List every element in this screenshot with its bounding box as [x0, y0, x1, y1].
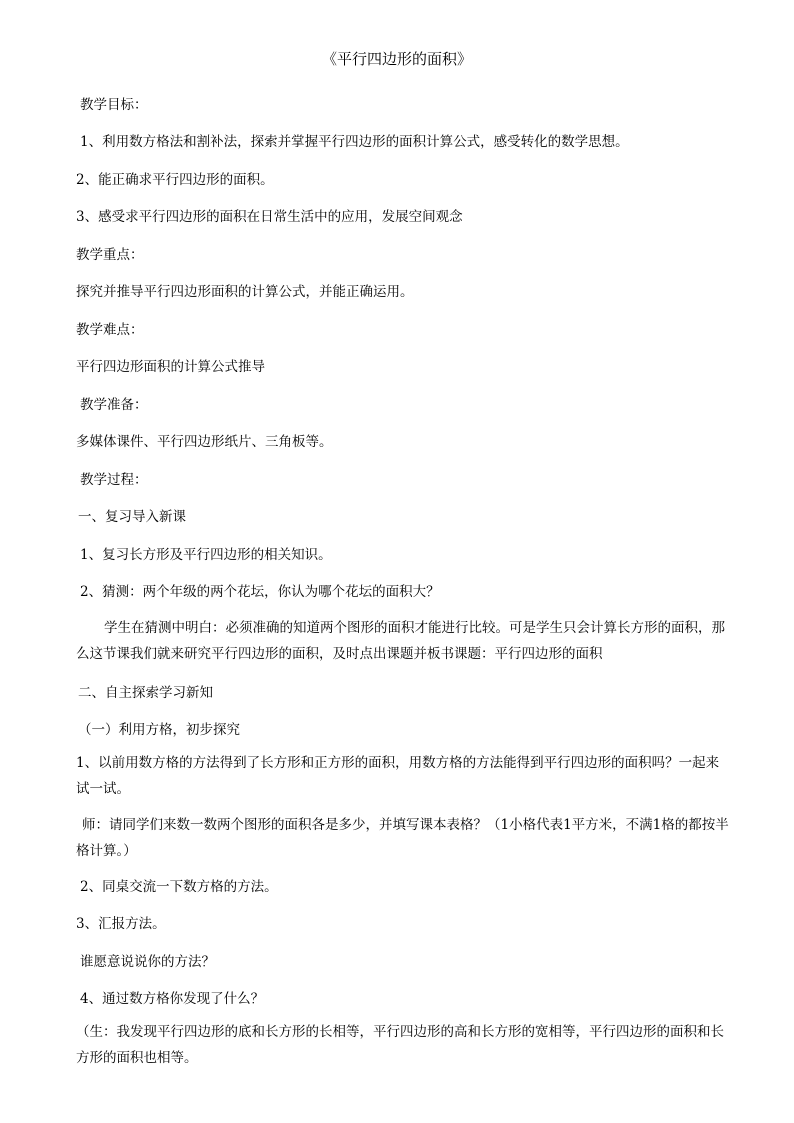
section1-paragraph: 学生在猜测中明白：必须准确的知道两个图形的面积才能进行比较。可是学生只会计算长方形的面积，那么这节课我们就来研究平行四边形的面积，及时点出课题并板书课题：平行四边形的面积 [76, 620, 725, 662]
section1-item: 2、猜测：两个年级的两个花坛，你认为哪个花坛的面积大？ [80, 584, 440, 600]
preparation-heading: 教学准备： [80, 397, 148, 413]
section2-item2: 2、同桌交流一下数方格的方法。 [80, 879, 278, 895]
section2-item1: 1、以前用数方格的方法得到了长方形和正方形的面积，用数方格的方法能得到平行四边形的面积吗？一起来试一试。 [76, 755, 720, 797]
section2-heading: 二、自主探索学习新知 [78, 685, 213, 701]
section2-item3: 3、汇报方法。 [76, 916, 166, 932]
section2-question: 谁愿意说说你的方法？ [80, 954, 215, 970]
objective-item: 2、能正确求平行四边形的面积。 [76, 172, 274, 188]
difficulties-heading: 教学难点： [76, 322, 144, 338]
objective-item: 3、感受求平行四边形的面积在日常生活中的应用，发展空间观念 [76, 209, 463, 225]
objectives-heading: 教学目标： [80, 97, 148, 113]
difficulties-text: 平行四边形面积的计算公式推导 [76, 359, 265, 375]
section1-item: 1、复习长方形及平行四边形的相关知识。 [80, 547, 332, 563]
student-answer: （生：我发现平行四边形的底和长方形的长相等，平行四边形的高和长方形的宽相等，平行四边形的面积和长方形的面积也相等。 [76, 1024, 724, 1066]
section1-heading: 一、复习导入新课 [78, 509, 186, 525]
process-heading: 教学过程： [80, 472, 148, 488]
key-points-heading: 教学重点： [76, 247, 144, 263]
teacher-prompt: 师：请同学们来数一数两个图形的面积各是多少，并填写课本表格？（1小格代表1平方米，不满1格的都按半格计算。） [76, 817, 729, 859]
key-points-text: 探究并推导平行四边形面积的计算公式，并能正确运用。 [76, 284, 414, 300]
section2-subheading: （一）利用方格，初步探究 [78, 722, 240, 738]
page-title: 《平行四边形的面积》 [321, 50, 472, 68]
objective-item: 1、利用数方格法和割补法，探索并掌握平行四边形的面积计算公式，感受转化的数学思想。 [80, 134, 629, 150]
section2-item4: 4、通过数方格你发现了什么？ [80, 991, 265, 1007]
preparation-text: 多媒体课件、平行四边形纸片、三角板等。 [76, 434, 333, 450]
